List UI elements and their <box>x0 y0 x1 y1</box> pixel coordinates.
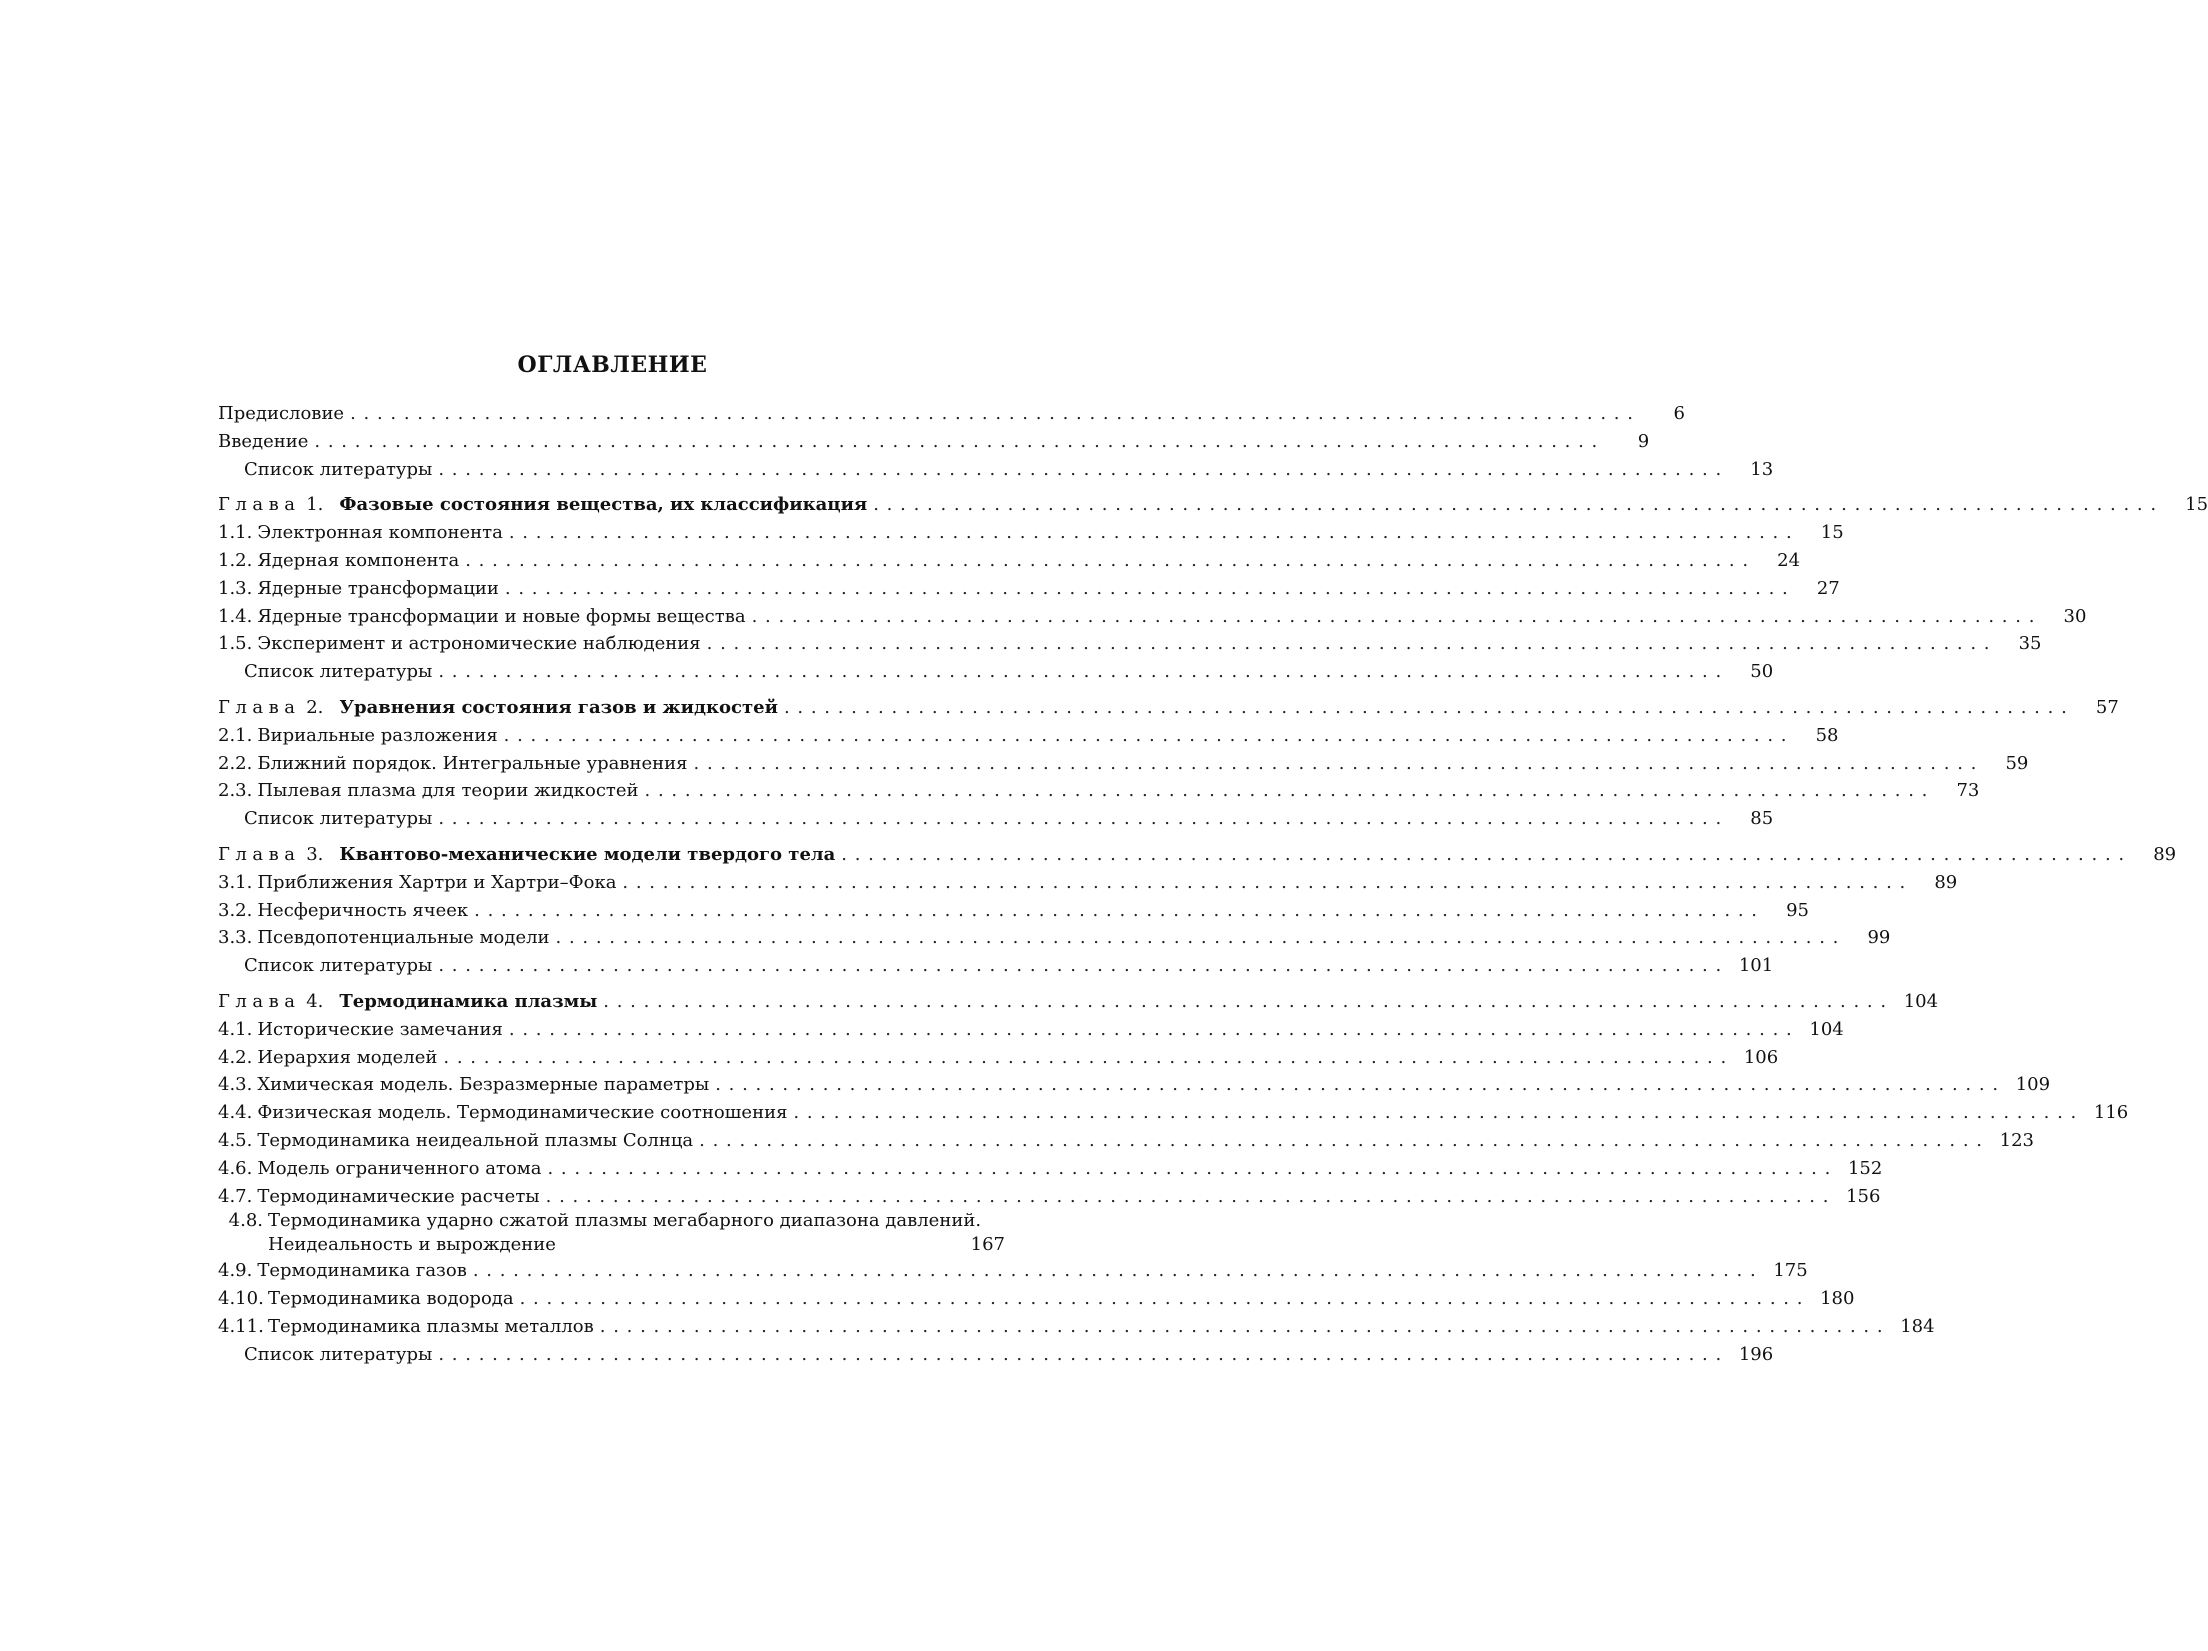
entry-title: Введение <box>218 430 309 452</box>
section-number: 1.4. <box>218 605 253 627</box>
section-title: Термодинамика плазмы металлов <box>268 1315 594 1337</box>
section-number: 4.5. <box>218 1129 253 1151</box>
leader-dots <box>622 869 1905 897</box>
entry-title: Список литературы <box>244 458 433 480</box>
leader-dots <box>438 456 1721 484</box>
entry-page: 59 <box>2005 752 2029 774</box>
entry-page: 58 <box>1815 724 1839 746</box>
leader-dots <box>465 547 1748 575</box>
leader-dots <box>556 924 1839 952</box>
chapter-title: Квантово-механические модели твердого тела <box>339 843 836 865</box>
page-title: ОГЛАВЛЕНИЕ <box>517 352 708 378</box>
toc-entry-references[interactable] <box>218 952 1774 980</box>
chapter-title: Уравнения состояния газов и жидкостей <box>339 696 778 718</box>
section-number: 4.3. <box>218 1074 253 1096</box>
toc-section[interactable] <box>218 1285 1855 1313</box>
entry-page: 15 <box>1820 522 1844 544</box>
section-title: Вириальные разложения <box>257 724 498 746</box>
section-title: Термодинамика водорода <box>268 1288 514 1310</box>
toc-section[interactable] <box>218 1155 1883 1183</box>
section-title: Электронная компонента <box>257 522 503 544</box>
entry-title: Список литературы <box>244 1343 433 1365</box>
entry-page: 123 <box>1999 1129 2035 1151</box>
entry-page: 156 <box>1846 1185 1881 1207</box>
toc-section[interactable] <box>218 630 2042 658</box>
entry-page: 152 <box>1847 1157 1883 1179</box>
section-number: 4.1. <box>218 1018 253 1040</box>
section-number: 4.9. <box>218 1260 253 1282</box>
leader-dots <box>707 630 1990 658</box>
toc-section[interactable] <box>218 1257 1808 1285</box>
entry-page: 6 <box>1673 403 1685 424</box>
entry-title: Список литературы <box>244 808 433 830</box>
entry-page: 9 <box>1637 430 1650 452</box>
section-number: 3.1. <box>218 871 253 893</box>
section-number: 4.11. <box>218 1315 264 1337</box>
entry-page: 196 <box>1738 1343 1774 1365</box>
entry-page: 89 <box>2153 843 2177 865</box>
section-title: Несферичность ячеек <box>257 899 469 921</box>
leader-dots <box>547 1155 1830 1183</box>
entry-title: Предисловие <box>218 403 345 424</box>
toc-section[interactable] <box>218 897 1809 925</box>
leader-dots <box>350 400 1633 428</box>
entry-page: 180 <box>1820 1288 1855 1310</box>
section-number: 2.1. <box>218 724 253 746</box>
entry-page: 89 <box>1934 871 1958 893</box>
section-title: Ближний порядок. Интегральные уравнения <box>257 752 688 774</box>
leader-dots <box>873 491 2156 519</box>
leader-dots <box>438 952 1721 980</box>
section-number: 2.3. <box>218 780 253 802</box>
chapter-title: Фазовые состояния вещества, их классификация <box>339 494 868 516</box>
section-title: Псевдопотенциальные модели <box>257 927 550 949</box>
toc-section[interactable] <box>218 575 1840 603</box>
toc-section[interactable] <box>218 1071 2051 1099</box>
leader-dots <box>603 988 1886 1016</box>
toc-chapter[interactable] <box>218 491 2208 519</box>
entry-page: 95 <box>1786 899 1809 921</box>
chapter-number: 2. <box>306 696 324 718</box>
chapter-word: Глава <box>218 990 301 1012</box>
leader-dots <box>505 575 1788 603</box>
section-title: Ядерная компонента <box>257 549 460 571</box>
toc-section[interactable] <box>218 1183 1881 1211</box>
leader-dots <box>474 897 1757 925</box>
section-number: 4.8. <box>228 1210 263 1232</box>
toc-entry-preface[interactable] <box>218 400 1685 428</box>
section-number: 2.2. <box>218 752 253 774</box>
entry-title: Список литературы <box>244 955 433 977</box>
leader-dots <box>314 428 1597 456</box>
leader-dots <box>699 1127 1982 1155</box>
section-title: Иерархия моделей <box>257 1046 438 1068</box>
entry-page: 24 <box>1777 549 1801 571</box>
toc-section[interactable] <box>218 869 1958 897</box>
chapter-word: Глава <box>218 696 301 718</box>
section-title: Эксперимент и астрономические наблюдения <box>257 633 701 655</box>
toc-section[interactable] <box>218 519 1844 547</box>
toc-section[interactable] <box>218 750 2029 778</box>
entry-page: 167 <box>970 1234 1005 1256</box>
entry-page: 116 <box>2093 1102 2129 1124</box>
toc-section[interactable] <box>218 547 1801 575</box>
toc-entry-references[interactable] <box>218 805 1774 833</box>
entry-page: 175 <box>1773 1260 1808 1282</box>
leader-dots <box>438 805 1721 833</box>
toc-section[interactable] <box>218 777 1980 805</box>
section-title: Исторические замечания <box>257 1018 503 1040</box>
entry-page: 57 <box>2095 696 2119 718</box>
section-number: 4.6. <box>218 1157 253 1179</box>
table-of-contents <box>218 400 2208 1369</box>
toc-entry-introduction[interactable] <box>218 428 1650 456</box>
toc-section[interactable] <box>218 1313 1935 1341</box>
toc-chapter[interactable] <box>218 694 2119 722</box>
entry-page: 184 <box>1900 1315 1935 1337</box>
toc-entry-references[interactable] <box>218 658 1774 686</box>
entry-title: Список литературы <box>244 661 433 683</box>
section-number: 1.5. <box>218 633 253 655</box>
toc-section[interactable] <box>218 722 1839 750</box>
leader-dots <box>509 519 1792 547</box>
leader-dots <box>694 750 1977 778</box>
section-number: 3.3. <box>218 927 253 949</box>
leader-dots <box>784 694 2067 722</box>
chapter-number: 4. <box>306 990 324 1012</box>
entry-page: 106 <box>1743 1046 1779 1068</box>
entry-page: 85 <box>1750 808 1774 830</box>
toc-entry-references[interactable] <box>218 456 1774 484</box>
entry-page: 13 <box>1750 458 1774 480</box>
entry-page: 99 <box>1867 927 1891 949</box>
section-title: Термодинамика неидеальной плазмы Солнца <box>257 1129 694 1151</box>
leader-dots <box>841 841 2124 869</box>
toc-chapter[interactable] <box>218 988 1939 1016</box>
section-number: 4.4. <box>218 1102 253 1124</box>
section-title: Пылевая плазма для теории жидкостей <box>257 780 639 802</box>
toc-section[interactable] <box>218 1210 1005 1257</box>
toc-section[interactable] <box>218 1016 1844 1044</box>
chapter-number: 3. <box>306 843 324 865</box>
entry-page: 27 <box>1816 577 1840 599</box>
entry-page: 104 <box>1809 1018 1844 1040</box>
entry-page: 30 <box>2063 605 2087 627</box>
section-number: 3.2. <box>218 899 253 921</box>
toc-chapter[interactable] <box>218 841 2177 869</box>
leader-dots <box>715 1071 1998 1099</box>
section-title: Термодинамические расчеты <box>257 1185 540 1207</box>
section-number: 1.1. <box>218 522 253 544</box>
entry-page: 35 <box>2018 633 2042 655</box>
section-title: Ядерные трансформации <box>257 577 499 599</box>
section-number: 4.7. <box>218 1185 253 1207</box>
toc-entry-references[interactable] <box>218 1341 1774 1369</box>
section-title: Физическая модель. Термодинамические соотношения <box>257 1102 788 1124</box>
chapter-title: Термодинамика плазмы <box>339 990 598 1012</box>
toc-section[interactable] <box>218 1099 2129 1127</box>
leader-dots <box>438 1341 1721 1369</box>
leader-dots <box>443 1044 1726 1072</box>
section-title: Ядерные трансформации и новые формы вещества <box>257 605 746 627</box>
toc-section[interactable] <box>218 1044 1779 1072</box>
entry-page: 101 <box>1738 955 1774 977</box>
chapter-word: Глава <box>218 843 301 865</box>
section-number: 4.10. <box>218 1288 264 1310</box>
section-number: 4.2. <box>218 1046 253 1068</box>
chapter-number: 1. <box>306 494 324 516</box>
entry-page: 109 <box>2015 1074 2051 1096</box>
section-title: Приближения Хартри и Хартри–Фока <box>257 871 617 893</box>
section-title: Химическая модель. Безразмерные параметры <box>257 1074 710 1096</box>
entry-page: 50 <box>1750 661 1774 683</box>
section-title: Модель ограниченного атома <box>257 1157 542 1179</box>
leader-dots <box>438 658 1721 686</box>
section-title-continued: Неидеальность и вырождение <box>268 1234 556 1256</box>
entry-page: 104 <box>1903 990 1939 1012</box>
entry-page: 73 <box>1956 780 1980 802</box>
toc-section[interactable] <box>218 924 1891 952</box>
leader-dots <box>752 603 2035 631</box>
section-title: Термодинамика газов <box>257 1260 467 1282</box>
leader-dots <box>504 722 1787 750</box>
leader-dots <box>473 1257 1756 1285</box>
leader-dots <box>520 1285 1803 1313</box>
section-number: 1.2. <box>218 549 253 571</box>
toc-section[interactable] <box>218 603 2087 631</box>
chapter-word: Глава <box>218 494 301 516</box>
leader-dots <box>546 1183 1829 1211</box>
leader-dots <box>645 777 1928 805</box>
leader-dots <box>793 1099 2076 1127</box>
leader-dots <box>600 1313 1883 1341</box>
entry-page: 15 <box>2185 494 2208 516</box>
leader-dots <box>509 1016 1792 1044</box>
toc-section[interactable] <box>218 1127 2035 1155</box>
section-number: 1.3. <box>218 577 253 599</box>
section-title: Термодинамика ударно сжатой плазмы мегабарного диапазона давлений. <box>268 1210 982 1232</box>
